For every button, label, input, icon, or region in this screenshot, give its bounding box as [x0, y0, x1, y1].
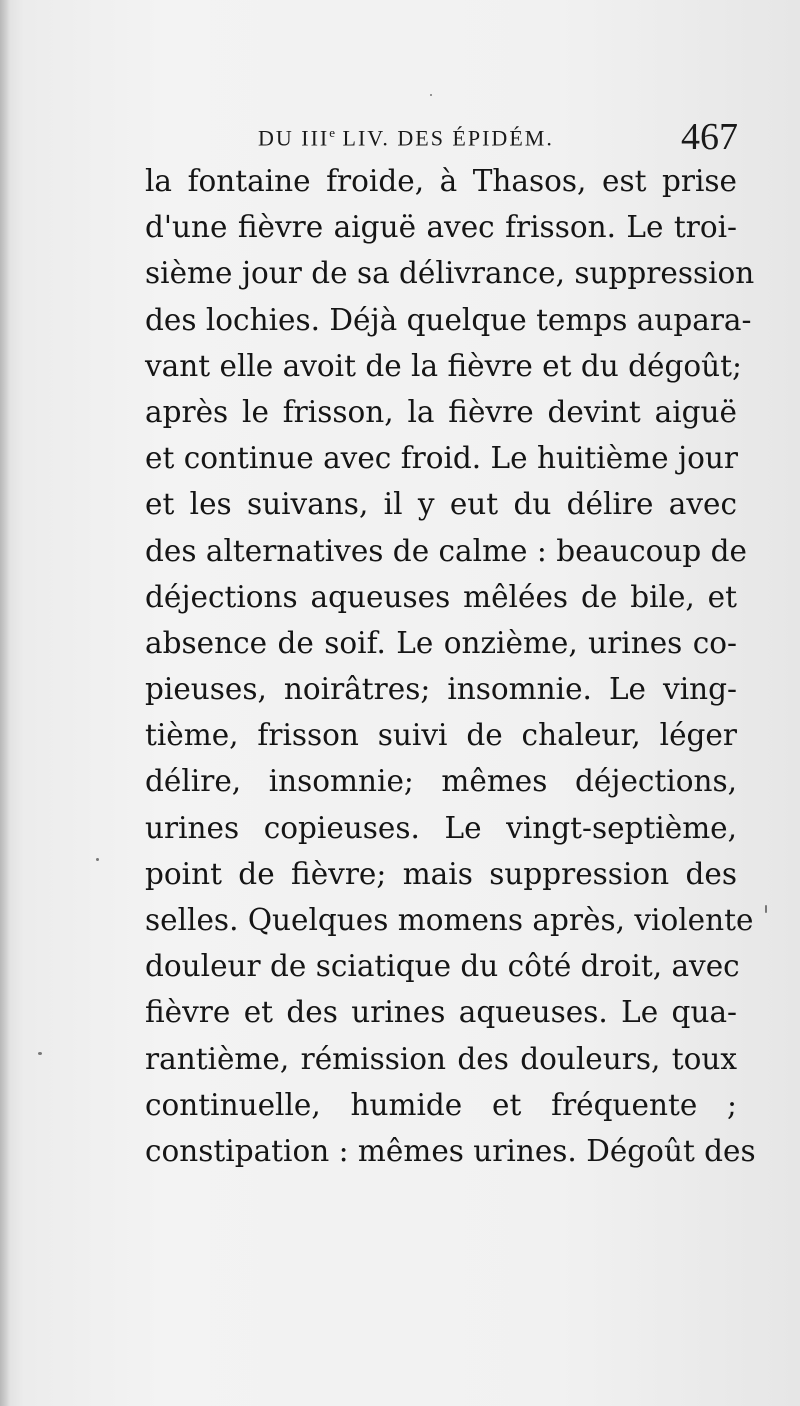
text-line: constipation : mêmes urines. Dégoût des: [145, 1133, 756, 1168]
text-line: rantième, rémission des douleurs, toux: [145, 1041, 737, 1076]
text-line: continuelle, humide et fréquente ;: [145, 1087, 737, 1122]
text-line: vant elle avoit de la fièvre et du dégoût;: [145, 348, 742, 383]
paper-speck: [765, 905, 767, 913]
text-line: des alternatives de calme : beaucoup de: [145, 533, 748, 568]
text-line: déjections aqueuses mêlées de bile, et: [145, 579, 737, 614]
running-head-rest: LIV. DES ÉPIDÉM.: [335, 125, 554, 151]
body-text: [145, 158, 756, 1174]
text-line: selles. Quelques momens après, violente: [145, 903, 754, 937]
text-line: pieuses, noirâtres; insomnie. Le ving-: [145, 672, 737, 707]
text-line: point de fièvre; mais suppression des: [145, 856, 737, 891]
page-gutter-shadow: [0, 0, 10, 1406]
text-line: fièvre et des urines aqueuses. Le qua-: [145, 995, 737, 1030]
text-line: délire, insomnie; mêmes déjections,: [145, 764, 737, 799]
text-line: douleur de sciatique du côté droit, avec: [145, 949, 740, 984]
page-number: 467: [681, 116, 738, 158]
running-head-main: DU III: [258, 125, 330, 151]
page-header: [258, 115, 740, 158]
running-head-superscript: e: [329, 125, 336, 140]
text-line: et continue avec froid. Le huitième jour: [145, 441, 738, 476]
text-line: et les suivans, il y eut du délire avec: [145, 487, 737, 522]
text-line: tième, frisson suivi de chaleur, léger: [145, 718, 737, 753]
paper-speck: [38, 1052, 42, 1055]
text-line: sième jour de sa délivrance, suppression: [145, 256, 755, 291]
text-line: après le frisson, la fièvre devint aiguë: [145, 394, 737, 429]
text-line: la fontaine froide, à Thasos, est prise: [145, 164, 737, 198]
text-line: d'une fièvre aiguë avec frisson. Le troi-: [145, 210, 737, 245]
text-line: urines copieuses. Le vingt-septième,: [145, 810, 737, 845]
text-line: des lochies. Déjà quelque temps aupara-: [145, 302, 752, 337]
paper-speck: [96, 858, 99, 861]
paper-speck: [430, 94, 432, 96]
text-line: absence de soif. Le onzième, urines co-: [145, 625, 737, 660]
running-head: [258, 125, 554, 151]
